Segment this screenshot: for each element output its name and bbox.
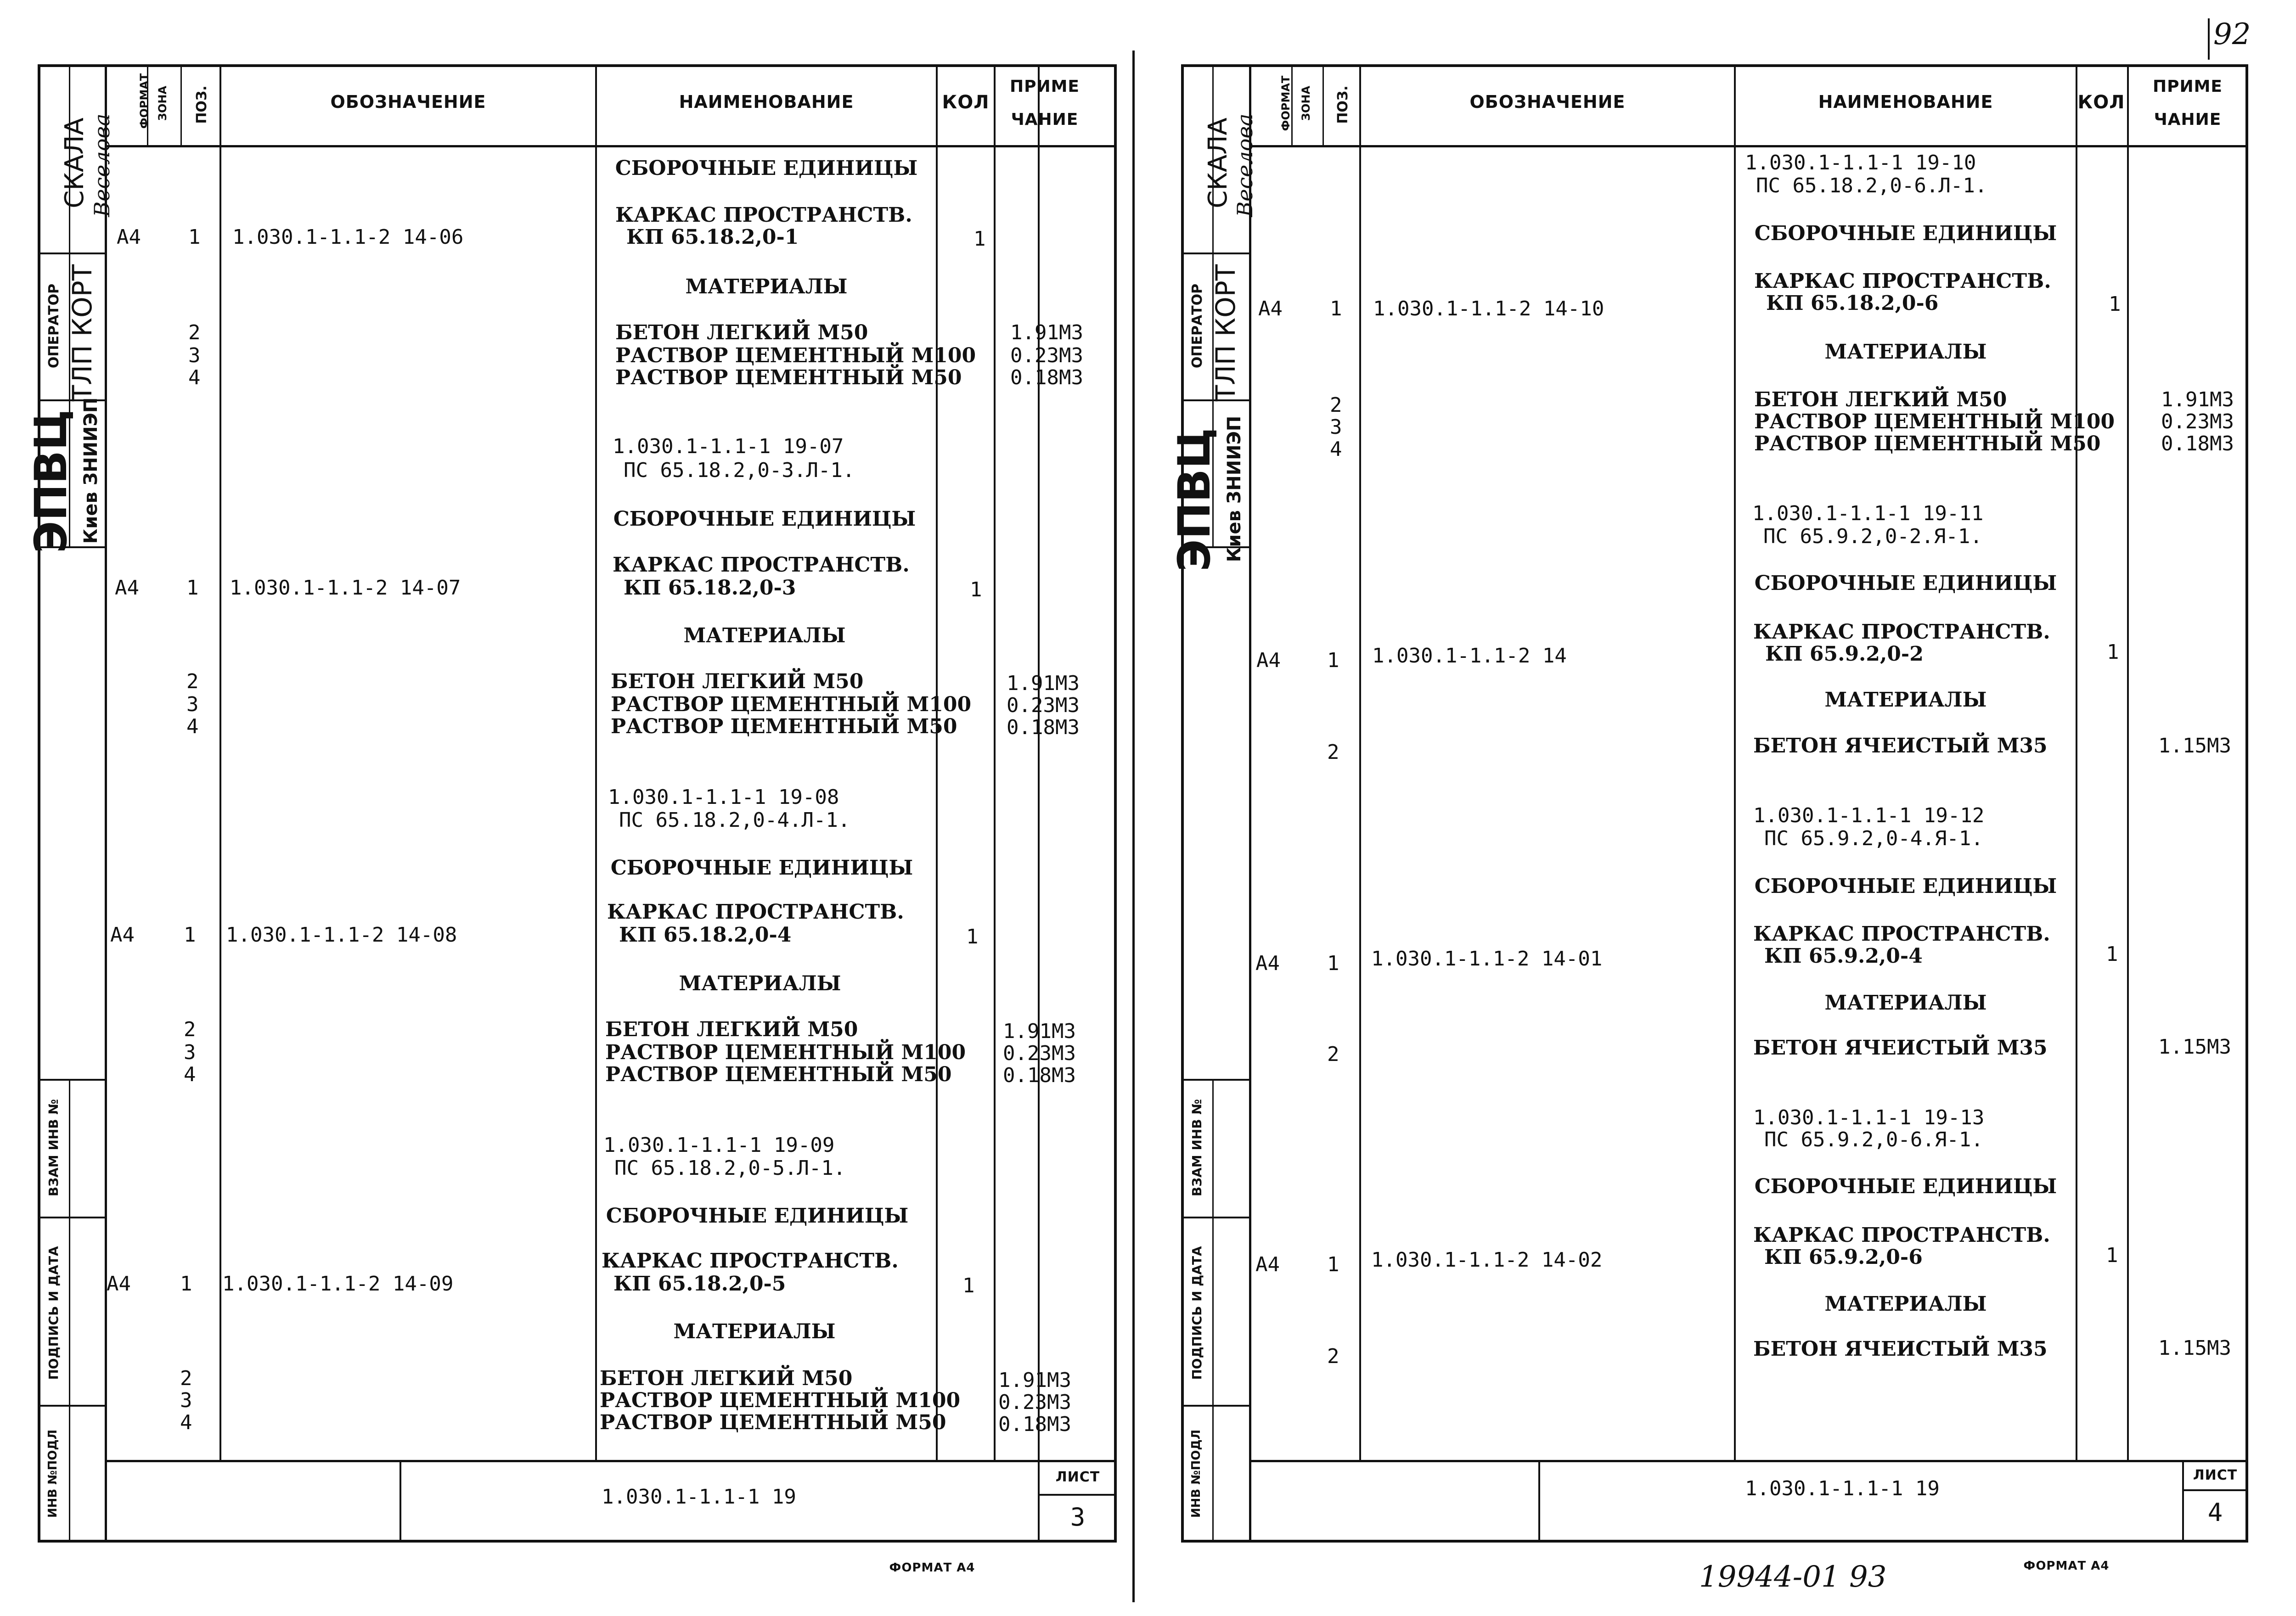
table-row: СБОРОЧНЫЕ ЕДИНИЦЫ bbox=[615, 157, 918, 180]
note-cell: 1.15М3 bbox=[2158, 1336, 2231, 1360]
pos-cell: 4 bbox=[186, 715, 199, 738]
note-cell: 0.23М3 bbox=[1010, 344, 1083, 367]
name-cell: РАСТВОР ЦЕМЕНТНЫЙ М50 bbox=[1754, 432, 2101, 455]
header-pos: ПОЗ. bbox=[194, 85, 210, 124]
table-row: МАТЕРИАЛЫ bbox=[673, 1320, 836, 1343]
name-cell: 1.030.1-1.1-1 19-12 bbox=[1753, 804, 1985, 827]
table-row: МАТЕРИАЛЫ bbox=[1824, 340, 1987, 364]
pos-cell: 1 bbox=[184, 923, 196, 947]
header-qty: КОЛ bbox=[2077, 92, 2125, 113]
sheet-label: ЛИСТ bbox=[2193, 1467, 2238, 1483]
name-cell: КАРКАС ПРОСТРАНСТВ. bbox=[602, 1249, 899, 1273]
note-cell: 1.91М3 bbox=[998, 1369, 1071, 1392]
designation-cell: 1.030.1-1.1-2 14-08 bbox=[226, 923, 457, 947]
side-epvc: ЭПВЦ bbox=[1169, 427, 1220, 572]
name-cell-2: ПС 65.18.2,0-5.Л-1. bbox=[614, 1156, 846, 1180]
name-cell-2: КП 65.18.2,0-4 bbox=[619, 923, 792, 947]
format-cell: А4 bbox=[1255, 952, 1280, 975]
header-name: НАИМЕНОВАНИЕ bbox=[1818, 92, 1993, 112]
format-cell: А4 bbox=[110, 923, 135, 947]
name-cell: КАРКАС ПРОСТРАНСТВ. bbox=[1753, 1223, 2050, 1247]
pos-cell: 3 bbox=[186, 693, 199, 716]
name-cell: БЕТОН ЛЕГКИЙ М50 bbox=[615, 321, 868, 344]
pos-cell: 1 bbox=[1327, 1253, 1339, 1276]
header-note-2: ЧАНИЕ bbox=[2154, 110, 2222, 129]
name-cell: БЕТОН ЯЧЕИСТЫЙ М35 bbox=[1753, 1036, 2048, 1060]
name-cell: БЕТОН ЛЕГКИЙ М50 bbox=[1754, 388, 2007, 411]
format-cell: А4 bbox=[115, 576, 139, 600]
format-cell: А4 bbox=[117, 225, 141, 249]
pos-cell: 1 bbox=[188, 225, 201, 249]
header-qty: КОЛ bbox=[942, 92, 990, 113]
designation-cell: 1.030.1-1.1-2 14-07 bbox=[230, 576, 461, 600]
name-cell: 1.030.1-1.1-1 19-13 bbox=[1753, 1106, 1985, 1129]
side-scale: СКАЛА bbox=[60, 118, 90, 208]
side-inv-podl: ИНВ №ПОДЛ bbox=[46, 1429, 60, 1518]
handwritten-number: 19944-01 93 bbox=[1699, 1560, 1887, 1594]
name-cell: 1.030.1-1.1-1 19-11 bbox=[1752, 502, 1984, 525]
signature: Веселова bbox=[1232, 113, 1257, 217]
name-cell: 1.030.1-1.1-1 19-07 bbox=[613, 435, 844, 458]
table-row: СБОРОЧНЫЕ ЕДИНИЦЫ bbox=[606, 1204, 909, 1228]
pos-cell: 2 bbox=[1327, 1345, 1339, 1368]
signature: Веселова bbox=[90, 113, 114, 217]
pos-cell: 4 bbox=[1330, 438, 1342, 461]
format-label: ФОРМАТ А4 bbox=[2023, 1559, 2110, 1573]
format-label: ФОРМАТ А4 bbox=[889, 1561, 975, 1575]
name-cell-2: ПС 65.18.2,0-4.Л-1. bbox=[619, 808, 850, 832]
pos-cell: 3 bbox=[1330, 415, 1342, 439]
pos-cell: 2 bbox=[1327, 1043, 1339, 1066]
pos-cell: 4 bbox=[188, 366, 201, 389]
pos-cell: 2 bbox=[1330, 393, 1342, 417]
name-cell: РАСТВОР ЦЕМЕНТНЫЙ М100 bbox=[611, 693, 972, 716]
name-cell: 1.030.1-1.1-1 19-10 bbox=[1745, 151, 1976, 174]
table-row: МАТЕРИАЛЫ bbox=[1824, 1292, 1987, 1316]
header-zone: ЗОНА bbox=[1300, 85, 1312, 121]
sheet-number: 3 bbox=[1070, 1503, 1086, 1532]
designation-cell: 1.030.1-1.1-2 14-01 bbox=[1371, 947, 1603, 971]
name-cell-2: КП 65.18.2,0-3 bbox=[624, 576, 796, 600]
header-zone: ЗОНА bbox=[156, 85, 169, 121]
header-pos: ПОЗ. bbox=[1335, 85, 1351, 124]
name-cell-2: ПС 65.9.2,0-2.Я-1. bbox=[1763, 525, 1982, 548]
name-cell: РАСТВОР ЦЕМЕНТНЫЙ М50 bbox=[611, 715, 957, 738]
note-cell: 0.18М3 bbox=[1010, 366, 1083, 389]
page-number: 92 bbox=[2213, 17, 2251, 51]
name-cell-2: ПС 65.9.2,0-6.Я-1. bbox=[1764, 1128, 1983, 1151]
note-cell: 1.91М3 bbox=[1010, 321, 1083, 344]
pos-cell: 2 bbox=[188, 321, 201, 344]
header-designation: ОБОЗНАЧЕНИЕ bbox=[330, 92, 486, 112]
table-row: СБОРОЧНЫЕ ЕДИНИЦЫ bbox=[610, 856, 913, 880]
table-row: МАТЕРИАЛЫ bbox=[1824, 688, 1987, 712]
name-cell: КАРКАС ПРОСТРАНСТВ. bbox=[615, 203, 912, 227]
name-cell: РАСТВОР ЦЕМЕНТНЫЙ М100 bbox=[1754, 410, 2115, 433]
pos-cell: 4 bbox=[180, 1411, 192, 1434]
designation-cell: 1.030.1-1.1-2 14 bbox=[1372, 644, 1567, 668]
name-cell-2: КП 65.18.2,0-1 bbox=[626, 225, 799, 249]
table-row: СБОРОЧНЫЕ ЕДИНИЦЫ bbox=[1754, 1175, 2057, 1198]
qty-cell: 1 bbox=[970, 578, 982, 601]
note-cell: 1.15М3 bbox=[2158, 734, 2231, 758]
side-kiev: Киев ЗНИИЭП bbox=[80, 397, 101, 544]
qty-cell: 1 bbox=[2107, 640, 2119, 664]
pos-cell: 4 bbox=[184, 1063, 196, 1086]
pos-cell: 2 bbox=[184, 1018, 196, 1041]
note-cell: 0.18М3 bbox=[998, 1413, 1071, 1436]
note-cell: 1.91М3 bbox=[2161, 388, 2234, 411]
name-cell: РАСТВОР ЦЕМЕНТНЫЙ М100 bbox=[615, 344, 976, 367]
note-cell: 0.23М3 bbox=[998, 1391, 1071, 1414]
header-note-2: ЧАНИЕ bbox=[1011, 110, 1079, 129]
pos-cell: 1 bbox=[186, 576, 199, 600]
name-cell: КАРКАС ПРОСТРАНСТВ. bbox=[613, 553, 910, 577]
name-cell-2: ПС 65.18.2,0-6.Л-1. bbox=[1756, 174, 1987, 197]
format-cell: А4 bbox=[1255, 1253, 1280, 1276]
note-cell: 0.23М3 bbox=[1007, 694, 1080, 717]
qty-cell: 1 bbox=[974, 227, 986, 251]
name-cell: РАСТВОР ЦЕМЕНТНЫЙ М100 bbox=[600, 1389, 961, 1412]
name-cell: БЕТОН ЯЧЕИСТЫЙ М35 bbox=[1753, 1337, 2048, 1361]
name-cell: КАРКАС ПРОСТРАНСТВ. bbox=[1754, 269, 2051, 293]
header-format: ФОРМАТ bbox=[1279, 75, 1292, 131]
name-cell: КАРКАС ПРОСТРАНСТВ. bbox=[607, 900, 904, 924]
name-cell: БЕТОН ЛЕГКИЙ М50 bbox=[605, 1018, 858, 1041]
qty-cell: 1 bbox=[2106, 943, 2118, 966]
side-sign-date: ПОДПИСЬ И ДАТА bbox=[46, 1246, 61, 1380]
name-cell: 1.030.1-1.1-1 19-09 bbox=[603, 1133, 835, 1157]
pos-cell: 1 bbox=[1327, 952, 1339, 975]
side-operator: ОПЕРАТОР bbox=[1189, 283, 1205, 369]
name-cell: БЕТОН ЛЕГКИЙ М50 bbox=[600, 1367, 853, 1390]
format-cell: А4 bbox=[1256, 649, 1281, 672]
side-tlp: ТЛП КОРТ bbox=[1210, 264, 1241, 402]
format-cell: А4 bbox=[1258, 297, 1283, 320]
name-cell: КАРКАС ПРОСТРАНСТВ. bbox=[1753, 922, 2050, 946]
designation-cell: 1.030.1-1.1-2 14-02 bbox=[1371, 1248, 1603, 1272]
side-inv-podl: ИНВ №ПОДЛ bbox=[1189, 1429, 1203, 1518]
name-cell-2: КП 65.9.2,0-6 bbox=[1764, 1246, 1923, 1269]
footer-code: 1.030.1-1.1-1 19 bbox=[1745, 1477, 1940, 1500]
pos-cell: 3 bbox=[184, 1041, 196, 1064]
name-cell-2: КП 65.9.2,0-2 bbox=[1765, 642, 1924, 666]
table-row: МАТЕРИАЛЫ bbox=[679, 972, 841, 995]
pos-cell: 1 bbox=[180, 1272, 192, 1296]
name-cell-2: КП 65.9.2,0-4 bbox=[1764, 944, 1923, 968]
pos-cell: 2 bbox=[1327, 741, 1339, 764]
side-inv-vzam: ВЗАМ ИНВ № bbox=[46, 1099, 61, 1197]
sheet-label: ЛИСТ bbox=[1055, 1469, 1100, 1485]
side-kiev: Киев ЗНИИЭП bbox=[1224, 415, 1245, 562]
pos-cell: 3 bbox=[180, 1389, 192, 1412]
qty-cell: 1 bbox=[2109, 292, 2121, 316]
header-name: НАИМЕНОВАНИЕ bbox=[679, 92, 854, 112]
pos-cell: 2 bbox=[186, 670, 199, 693]
name-cell: РАСТВОР ЦЕМЕНТНЫЙ М100 bbox=[605, 1041, 966, 1064]
side-inv-vzam: ВЗАМ ИНВ № bbox=[1189, 1099, 1204, 1197]
format-cell: А4 bbox=[107, 1272, 131, 1296]
name-cell: РАСТВОР ЦЕМЕНТНЫЙ М50 bbox=[615, 366, 962, 389]
name-cell: КАРКАС ПРОСТРАНСТВ. bbox=[1753, 620, 2050, 644]
table-row: МАТЕРИАЛЫ bbox=[683, 624, 846, 647]
name-cell-2: КП 65.18.2,0-5 bbox=[613, 1272, 786, 1296]
name-cell-2: ПС 65.18.2,0-3.Л-1. bbox=[624, 459, 855, 482]
name-cell: РАСТВОР ЦЕМЕНТНЫЙ М50 bbox=[600, 1411, 946, 1434]
footer-code: 1.030.1-1.1-1 19 bbox=[602, 1485, 796, 1509]
side-tlp: ТЛП КОРТ bbox=[67, 264, 98, 402]
designation-cell: 1.030.1-1.1-2 14-09 bbox=[222, 1272, 454, 1296]
header-format: ФОРМАТ bbox=[138, 73, 151, 129]
sheet-number: 4 bbox=[2207, 1498, 2223, 1527]
header-note-1: ПРИМЕ bbox=[1009, 77, 1080, 96]
header-designation: ОБОЗНАЧЕНИЕ bbox=[1469, 92, 1626, 112]
qty-cell: 1 bbox=[962, 1274, 975, 1297]
side-scale: СКАЛА bbox=[1203, 118, 1233, 208]
note-cell: 0.23М3 bbox=[1003, 1042, 1076, 1065]
pos-cell: 3 bbox=[188, 344, 201, 367]
name-cell: 1.030.1-1.1-1 19-08 bbox=[608, 786, 839, 809]
pos-cell: 1 bbox=[1330, 297, 1342, 320]
table-row: СБОРОЧНЫЕ ЕДИНИЦЫ bbox=[1754, 875, 2057, 898]
table-row: МАТЕРИАЛЫ bbox=[1824, 991, 1987, 1015]
qty-cell: 1 bbox=[966, 925, 979, 948]
side-epvc: ЭПВЦ bbox=[25, 409, 77, 553]
note-cell: 1.91М3 bbox=[1003, 1020, 1076, 1043]
fold-line bbox=[1132, 50, 1135, 1602]
note-cell: 0.23М3 bbox=[2161, 410, 2234, 433]
designation-cell: 1.030.1-1.1-2 14-10 bbox=[1373, 297, 1604, 320]
note-cell: 1.91М3 bbox=[1007, 672, 1080, 695]
name-cell: БЕТОН ЯЧЕИСТЫЙ М35 bbox=[1753, 734, 2048, 758]
table-row: СБОРОЧНЫЕ ЕДИНИЦЫ bbox=[1754, 572, 2057, 595]
pos-cell: 2 bbox=[180, 1367, 192, 1390]
table-row: СБОРОЧНЫЕ ЕДИНИЦЫ bbox=[613, 507, 916, 531]
note-cell: 0.18М3 bbox=[2161, 432, 2234, 455]
note-cell: 1.15М3 bbox=[2158, 1035, 2231, 1059]
name-cell-2: КП 65.18.2,0-6 bbox=[1766, 292, 1939, 315]
designation-cell: 1.030.1-1.1-2 14-06 bbox=[232, 225, 464, 249]
table-row: МАТЕРИАЛЫ bbox=[685, 275, 848, 298]
note-cell: 0.18М3 bbox=[1003, 1064, 1076, 1087]
name-cell-2: ПС 65.9.2,0-4.Я-1. bbox=[1764, 827, 1983, 850]
pos-cell: 1 bbox=[1327, 649, 1339, 672]
name-cell: РАСТВОР ЦЕМЕНТНЫЙ М50 bbox=[605, 1063, 952, 1086]
note-cell: 0.18М3 bbox=[1007, 716, 1080, 739]
side-sign-date: ПОДПИСЬ И ДАТА bbox=[1189, 1246, 1204, 1380]
header-note-1: ПРИМЕ bbox=[2152, 77, 2223, 96]
qty-cell: 1 bbox=[2106, 1244, 2118, 1267]
side-operator: ОПЕРАТОР bbox=[46, 283, 62, 369]
table-row: СБОРОЧНЫЕ ЕДИНИЦЫ bbox=[1754, 222, 2057, 245]
name-cell: БЕТОН ЛЕГКИЙ М50 bbox=[611, 670, 864, 693]
